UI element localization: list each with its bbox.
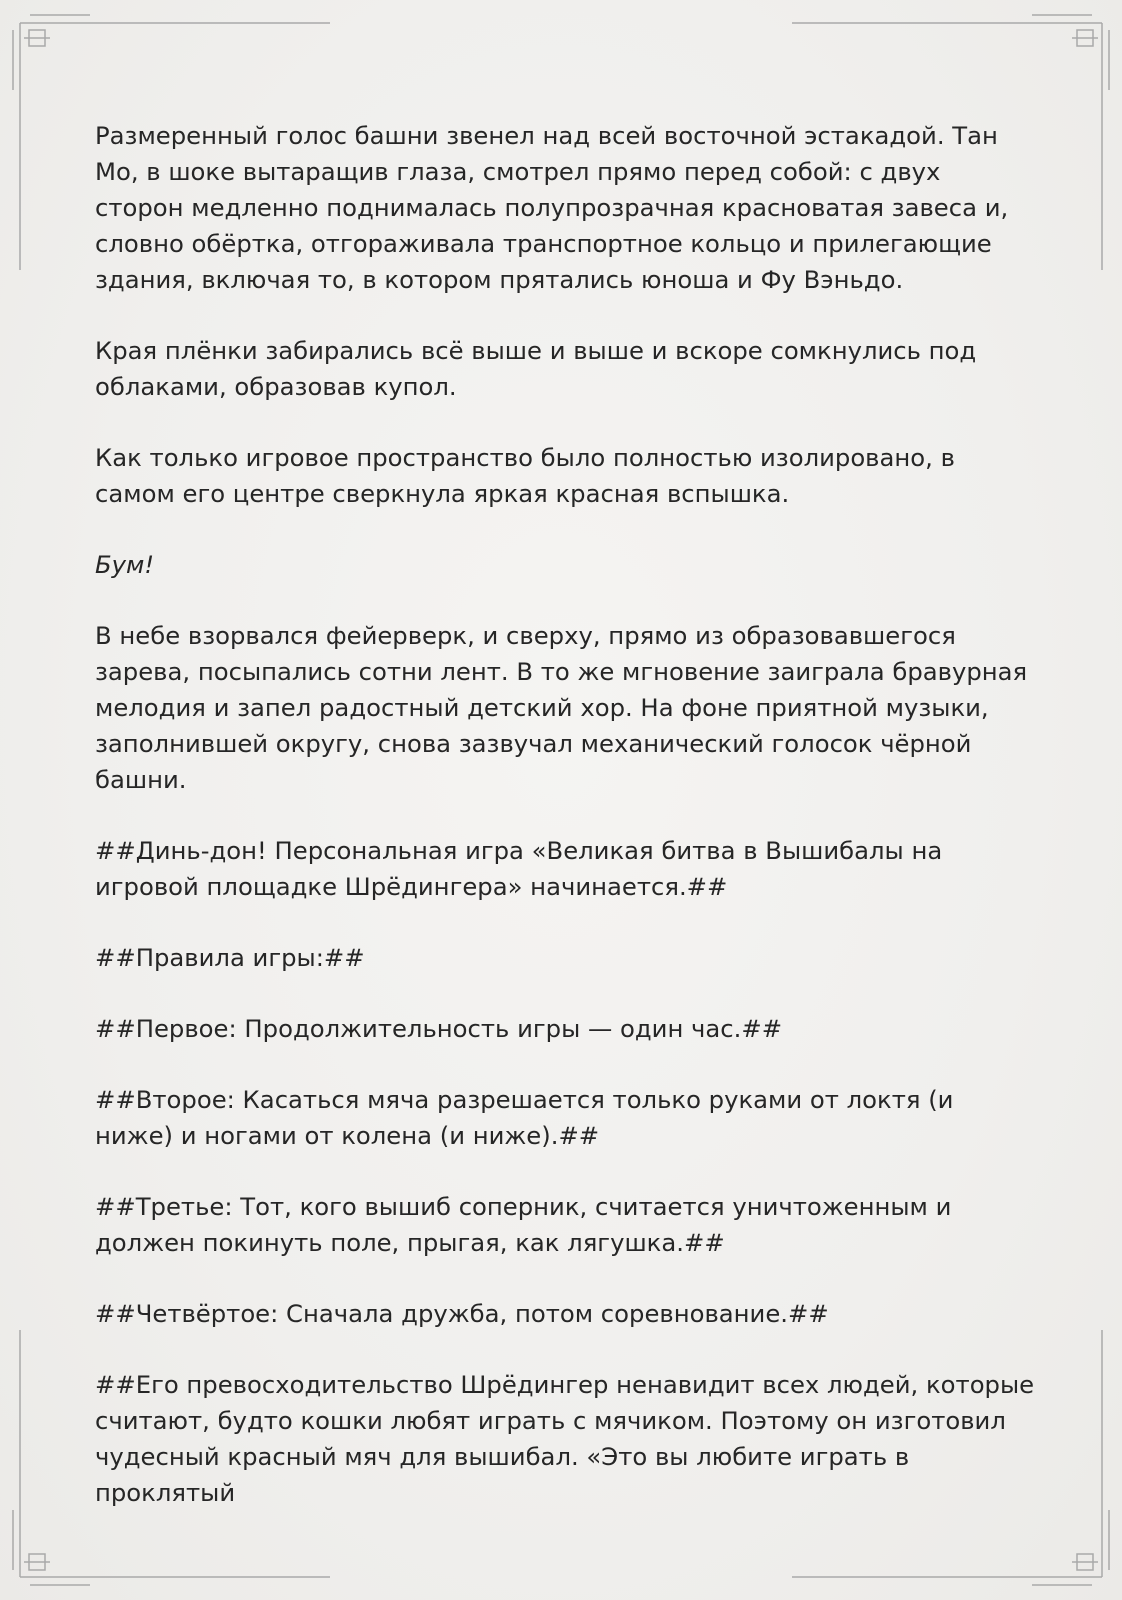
paragraph: ##Второе: Касаться мяча разрешается только руками от локтя (и ниже) и ногами от колена (и ниже).## [95,1085,954,1150]
paragraph: ##Динь-дон! Персональная игра «Великая битва в Вышибалы на игровой площадке Шрёдингера» начинается.## [95,836,943,901]
paragraph: Размеренный голос башни звенел над всей восточной эстакадой. Тан Мо, в шоке вытаращив глаза, смотрел прямо перед собой: с двух сторон медленно поднималась полупрозрачная красноватая завеса и, словно обёртка, отгораживала транспортное кольцо и прилегающие здания, включая то, в котором прятались юноша и Фу Вэньдо. [95,121,1009,294]
paragraph-italic: Бум! [95,550,155,579]
paragraph: Края плёнки забирались всё выше и выше и вскоре сомкнулись под облаками, образовав купол. [95,336,977,401]
paragraph: ##Третье: Тот, кого вышиб соперник, считается уничтоженным и должен покинуть поле, прыгая, как лягушка.## [95,1192,952,1257]
paragraph: ##Четвёртое: Сначала дружба, потом соревнование.## [95,1299,829,1328]
document-body [95,118,1035,1546]
paragraph: ##Его превосходительство Шрёдингер ненавидит всех людей, которые считают, будто кошки любят играть с мячиком. Поэтому он изготовил чудесный красный мяч для вышибал. «Это вы любите играть в проклятый [95,1370,1035,1507]
paragraph: ##Правила игры:## [95,943,365,972]
paragraph: ##Первое: Продолжительность игры — один час.## [95,1014,783,1043]
paragraph: Как только игровое пространство было полностью изолировано, в самом его центре сверкнула яркая красная вспышка. [95,443,955,508]
paragraph: В небе взорвался фейерверк, и сверху, прямо из образовавшегося зарева, посыпались сотни лент. В то же мгновение заиграла бравурная мелодия и запел радостный детский хор. На фоне приятной музыки, заполнившей округу, снова зазвучал механический голосок чёрной башни. [95,621,1028,794]
